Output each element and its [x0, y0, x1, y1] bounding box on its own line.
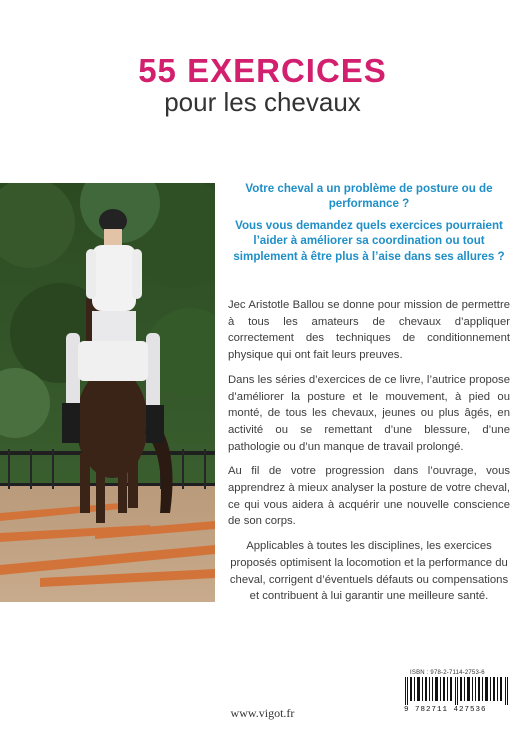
intro-questions [228, 181, 510, 270]
barcode-icon [405, 677, 509, 705]
paragraph-author: Jec Aristotle Ballou se donne pour mission de permettre à tous les amateurs de chevaux d’appliquer correctement des techniques de conditionnement physique qui ont fait leurs preuves. [228, 299, 510, 362]
question-posture: Votre cheval a un problème de posture ou de performance ? [245, 182, 493, 211]
publisher-website[interactable]: www.vigot.fr [230, 706, 295, 720]
book-title: 55 EXERCICES [138, 52, 387, 89]
barcode-digits: 9 782711 427536 [404, 706, 487, 714]
paragraph-progression: Au fil de votre progression dans l’ouvrage, vous apprendrez à mieux analyser la posture de votre cheval, ce qui vous aidera à acquérir une nouvelle conscience de son corps. [228, 465, 510, 528]
cover-photo [0, 183, 215, 602]
question-exercises: Vous vous demandez quels exercices pourraient l’aider à améliorer sa coordination ou tout simplement à être plus à l’aise dans ses allures ? [233, 218, 505, 263]
back-cover-text [228, 297, 510, 613]
book-subtitle: pour les chevaux [164, 87, 361, 117]
isbn-label: ISBN : 978-2-7114-2753-6 [410, 670, 485, 676]
paragraph-disciplines: Applicables à toutes les disciplines, les exercices proposés optimisent la locomotion et la performance du cheval, corrigent d’éventuels défauts ou compensations et contribuent à lui garantir une meilleure santé. [229, 540, 509, 603]
paragraph-series: Dans les séries d’exercices de ce livre, l’autrice propose d’améliorer la posture et le mouvement, à pied ou monté, de tous les chevaux, jeunes ou plus âgés, en activité ou se remettant d’une blessure, d’une pathologie ou d’un manque de travail prolongé. [228, 373, 510, 453]
